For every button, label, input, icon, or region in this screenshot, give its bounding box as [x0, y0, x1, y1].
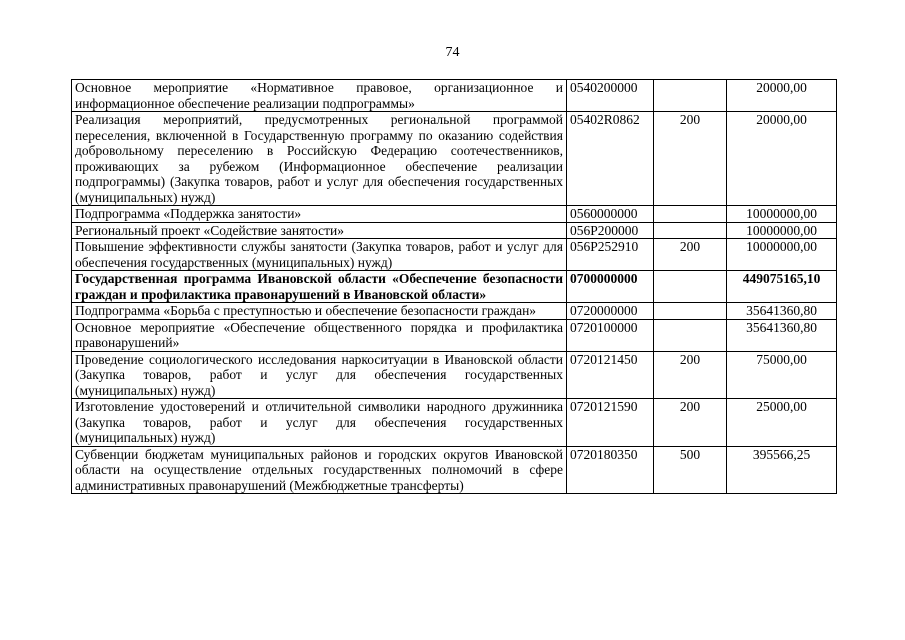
- cell-target-code: 056P200000: [567, 222, 654, 239]
- table-row: [72, 112, 837, 206]
- cell-amount: 395566,25: [727, 446, 837, 494]
- table-row: [72, 303, 837, 320]
- table-row: [72, 319, 837, 351]
- table-row: [72, 239, 837, 271]
- cell-expense-type: 200: [654, 351, 727, 399]
- cell-target-code: 0540200000: [567, 80, 654, 112]
- cell-target-code: 0720121590: [567, 399, 654, 447]
- cell-expense-type: [654, 319, 727, 351]
- cell-amount: 449075165,10: [727, 271, 837, 303]
- cell-expense-type: [654, 206, 727, 223]
- table-row: [72, 222, 837, 239]
- cell-name: Проведение социологического исследования наркоситуации в Ивановской области (Закупка товаров, работ и услуг для обеспечения государственных (муниципальных) нужд): [72, 351, 567, 399]
- cell-target-code: 0700000000: [567, 271, 654, 303]
- cell-name: Региональный проект «Содействие занятости»: [72, 222, 567, 239]
- cell-amount: 35641360,80: [727, 303, 837, 320]
- cell-amount: 75000,00: [727, 351, 837, 399]
- cell-name: Реализация мероприятий, предусмотренных региональной программой переселения, включенной в Государственную программу по оказанию содействия добровольному переселению в Российскую Федерацию соотечественников, проживающих за рубежом (Информационное обеспечение реализации подпрограммы) (Закупка товаров, работ и услуг для обеспечения государственных (муниципальных) нужд): [72, 112, 567, 206]
- cell-target-code: 0720100000: [567, 319, 654, 351]
- cell-amount: 35641360,80: [727, 319, 837, 351]
- cell-amount: 20000,00: [727, 112, 837, 206]
- cell-target-code: 05402R0862: [567, 112, 654, 206]
- cell-amount: 25000,00: [727, 399, 837, 447]
- budget-table-body: [72, 80, 837, 494]
- cell-expense-type: [654, 80, 727, 112]
- cell-expense-type: 200: [654, 112, 727, 206]
- cell-expense-type: [654, 303, 727, 320]
- cell-target-code: 0560000000: [567, 206, 654, 223]
- table-row: [72, 399, 837, 447]
- page-number: 74: [445, 45, 460, 60]
- table-row: [72, 271, 837, 303]
- cell-expense-type: [654, 222, 727, 239]
- cell-target-code: 0720180350: [567, 446, 654, 494]
- cell-amount: 10000000,00: [727, 239, 837, 271]
- table-row: [72, 351, 837, 399]
- cell-name: Основное мероприятие «Нормативное правовое, организационное и информационное обеспечение реализации подпрограммы»: [72, 80, 567, 112]
- cell-expense-type: 200: [654, 239, 727, 271]
- cell-name: Субвенции бюджетам муниципальных районов и городских округов Ивановской области на осуществление отдельных государственных полномочий в сфере административных правонарушений (Межбюджетные трансферты): [72, 446, 567, 494]
- cell-expense-type: 500: [654, 446, 727, 494]
- cell-name: Подпрограмма «Поддержка занятости»: [72, 206, 567, 223]
- table-row: [72, 206, 837, 223]
- budget-table: [71, 79, 837, 494]
- cell-amount: 20000,00: [727, 80, 837, 112]
- cell-target-code: 0720000000: [567, 303, 654, 320]
- cell-amount: 10000000,00: [727, 206, 837, 223]
- cell-expense-type: [654, 271, 727, 303]
- cell-target-code: 0720121450: [567, 351, 654, 399]
- table-row: [72, 446, 837, 494]
- cell-name: Основное мероприятие «Обеспечение общественного порядка и профилактика правонарушений»: [72, 319, 567, 351]
- table-row: [72, 80, 837, 112]
- cell-expense-type: 200: [654, 399, 727, 447]
- cell-name: Подпрограмма «Борьба с преступностью и обеспечение безопасности граждан»: [72, 303, 567, 320]
- cell-target-code: 056P252910: [567, 239, 654, 271]
- cell-name: Изготовление удостоверений и отличительной символики народного дружинника (Закупка товаров, работ и услуг для обеспечения государственных (муниципальных) нужд): [72, 399, 567, 447]
- cell-amount: 10000000,00: [727, 222, 837, 239]
- cell-name: Государственная программа Ивановской области «Обеспечение безопасности граждан и профилактика правонарушений в Ивановской области»: [72, 271, 567, 303]
- cell-name: Повышение эффективности службы занятости (Закупка товаров, работ и услуг для обеспечения государственных (муниципальных) нужд): [72, 239, 567, 271]
